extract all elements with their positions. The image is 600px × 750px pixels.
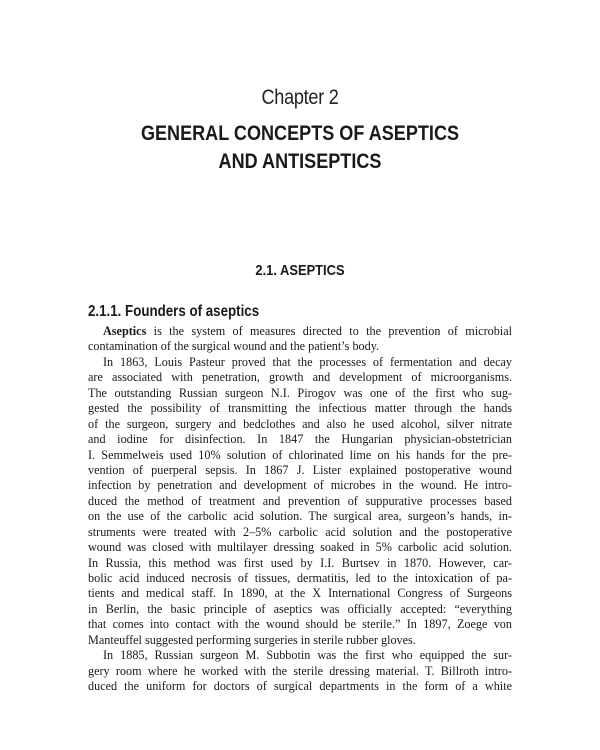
section-title: 2.1. ASEPTICS	[255, 262, 345, 279]
paragraph-line: I. Semmelweis used 10% solution of chlorinated lime on his hands for the pre-	[88, 447, 512, 462]
chapter-label: Chapter 2	[261, 86, 339, 109]
paragraph-line: The outstanding Russian surgeon N.I. Pirogov was one of the first who sug-	[88, 385, 512, 400]
paragraph-line: duced the uniform for doctors of surgical departments in the form of a white	[88, 679, 512, 694]
paragraph-line: are associated with penetration, growth and development of microorganisms.	[88, 370, 512, 385]
paragraph-line: of the surgeon, surgery and bedclothes and also he used alcohol, silver nitrate	[88, 416, 512, 431]
paragraph-line: duced the method of treatment and prevention of suppurative processes based	[88, 493, 512, 508]
subsection-title: 2.1.1. Founders of aseptics	[88, 303, 260, 320]
paragraph-line: gery room where he worked with the sterile dressing material. T. Billroth intro-	[88, 663, 512, 678]
book-page	[88, 0, 512, 750]
paragraph-line: In 1885, Russian surgeon M. Subbotin was the first who equipped the sur-	[103, 648, 512, 663]
paragraph-line: and iodine for disinfection. In 1847 the Hungarian physician-obstetrician	[88, 432, 512, 447]
chapter-title-line-2: AND ANTISEPTICS	[218, 150, 382, 173]
paragraph-line: struments were treated with 2–5% carbolic acid solution and the postoperative	[88, 524, 512, 539]
paragraph-line: In 1863, Louis Pasteur proved that the processes of fermentation and decay	[103, 354, 512, 369]
paragraph-line: vention of puerperal sepsis. In 1867 J. Lister explained postoperative wound	[88, 462, 512, 477]
paragraph-line: Manteuffel suggested performing surgeries in sterile rubber gloves.	[88, 632, 416, 647]
paragraph-line: bolic acid induced necrosis of tissues, dermatitis, led to the intoxication of pa-	[88, 571, 512, 585]
term-aseptics: Aseptics	[103, 324, 147, 338]
chapter-title-line-1: GENERAL CONCEPTS OF ASEPTICS	[140, 122, 460, 145]
paragraph-line: wound was closed with multilayer dressing soaked in 5% carbolic acid solution.	[88, 540, 512, 555]
paragraph-line: In Russia, this method was first used by I.I. Burtsev in 1870. However, car-	[88, 555, 512, 570]
paragraph-line: tients and medical staff. In 1890, at the X International Congress of Surgeons	[88, 586, 512, 601]
paragraph-line: in Berlin, the basic principle of aseptics was officially accepted: “everything	[88, 601, 512, 616]
paragraph-line: Aseptics is the system of measures directed to the prevention of microbial	[103, 324, 512, 338]
paragraph-line: on the use of the carbolic acid solution. The surgical area, surgeon’s hands, in-	[88, 509, 512, 524]
body-text	[88, 324, 512, 695]
paragraph-line: gested the possibility of transmitting the infectious matter through the hands	[88, 401, 512, 416]
paragraph-line: infection by penetration and development of microbes in the wound. He intro-	[88, 478, 512, 493]
paragraph-line: contamination of the surgical wound and the patient’s body.	[88, 339, 380, 354]
paragraph-line: that comes into contact with the wound should be sterile.” In 1897, Zoege von	[88, 617, 512, 632]
chapter-title	[118, 120, 483, 176]
